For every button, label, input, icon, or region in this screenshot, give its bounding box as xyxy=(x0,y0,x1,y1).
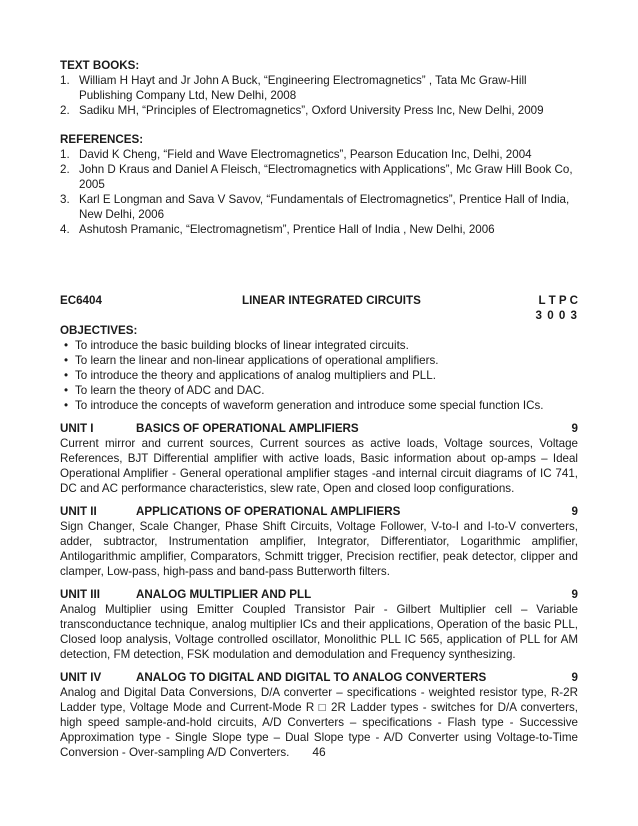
reference-item xyxy=(60,192,578,222)
unit-number: UNIT IV xyxy=(60,671,102,684)
objective-item xyxy=(60,368,578,383)
references-heading: REFERENCES: xyxy=(60,133,144,146)
unit-body: Current mirror and current sources, Current sources as active loads, Voltage sources, Voltage References, BJT Differential amplifier with active loads, Basic information about op-amps – Ideal Operational Amplifier - General operational amplifier stages -and internal circuit diagrams of IC 741, DC and AC performance characteristics, slew rate, Open and closed loop configurations. xyxy=(60,437,578,495)
ltpc-values: 3 0 0 3 xyxy=(535,309,578,322)
objective-text: To learn the linear and non-linear applications of operational amplifiers. xyxy=(75,354,439,367)
unit-body: Analog Multiplier using Emitter Coupled Transistor Pair - Gilbert Multiplier cell – Variable transconductance technique, analog multiplier ICs and their applications, Operation of the basic PLL, Closed loop analysis, Voltage controlled oscillator, Monolithic PLL IC 565, application of PLL for AM detection, FM detection, FSK modulation and demodulation and Frequency synthesizing. xyxy=(60,603,578,661)
unit-title: APPLICATIONS OF OPERATIONAL AMPLIFIERS xyxy=(136,505,401,518)
text-books-heading: TEXT BOOKS: xyxy=(60,59,140,72)
unit-2-section xyxy=(60,504,578,579)
text-book-item xyxy=(60,103,578,118)
unit-number: UNIT I xyxy=(60,422,94,435)
unit-title: ANALOG MULTIPLIER AND PLL xyxy=(136,588,312,601)
item-text: David K Cheng, “Field and Wave Electromagnetics”, Pearson Education Inc, Delhi, 2004 xyxy=(79,148,532,161)
course-code: EC6404 xyxy=(60,294,102,307)
unit-body: Sign Changer, Scale Changer, Phase Shift Circuits, Voltage Follower, V-to-I and I-to-V converters, adder, subtractor, Instrumentation amplifier, Integrator, Differentiator, Logarithmic amplifier, Antilogarithmic amplifier, Comparators, Schmitt trigger, Precision rectifier, peak detector, clipper and clamper, Low-pass, high-pass and band-pass Butterworth filters. xyxy=(60,520,578,578)
bullet-icon: • xyxy=(64,339,69,352)
unit-heading xyxy=(60,587,578,602)
reference-item xyxy=(60,162,578,192)
unit-body: Analog and Digital Data Conversions, D/A converter – specifications - weighted resistor type, R-2R Ladder type, Voltage Mode and Current-Mode R □ 2R Ladder types - switches for D/A converters, high speed sample-and-hold circuits, A/D Converters – specifications - Flash type - Successive Approximation type - Single Slope type – Dual Slope type - A/D Converter using Voltage-to-Time Conversion - Over-sampling A/D Converters. xyxy=(60,686,578,759)
unit-heading xyxy=(60,504,578,519)
course-header xyxy=(60,293,578,308)
objective-item xyxy=(60,338,578,353)
unit-hours: 9 xyxy=(571,505,578,518)
reference-item xyxy=(60,222,578,237)
item-text: Karl E Longman and Sava V Savov, “Fundamentals of Electromagnetics”, Prentice Hall of India, New Delhi, 2006 xyxy=(79,193,570,221)
references-section xyxy=(60,132,578,237)
document-page xyxy=(60,58,578,760)
objectives-list xyxy=(60,338,578,413)
item-number: 2. xyxy=(60,163,70,176)
ltpc-label: L T P C xyxy=(538,294,578,307)
bullet-icon: • xyxy=(64,369,69,382)
item-number: 1. xyxy=(60,74,70,87)
text-books-section xyxy=(60,58,578,118)
item-number: 1. xyxy=(60,148,70,161)
item-number: 2. xyxy=(60,104,70,117)
bullet-icon: • xyxy=(64,354,69,367)
text-book-item xyxy=(60,73,578,103)
unit-hours: 9 xyxy=(571,671,578,684)
objective-item xyxy=(60,353,578,368)
unit-heading xyxy=(60,421,578,436)
item-number: 4. xyxy=(60,223,70,236)
unit-heading xyxy=(60,670,578,685)
item-text: John D Kraus and Daniel A Fleisch, “Electromagnetics with Applications”, Mc Graw Hill Book Co, 2005 xyxy=(79,163,573,191)
unit-number: UNIT III xyxy=(60,588,100,601)
text-books-list xyxy=(60,73,578,118)
unit-title: BASICS OF OPERATIONAL AMPLIFIERS xyxy=(136,422,359,435)
unit-1-section xyxy=(60,421,578,496)
unit-hours: 9 xyxy=(571,588,578,601)
objective-item xyxy=(60,383,578,398)
objective-item xyxy=(60,398,578,413)
unit-number: UNIT II xyxy=(60,505,97,518)
item-text: Sadiku MH, “Principles of Electromagnetics”, Oxford University Press Inc, New Delhi, 2009 xyxy=(79,104,544,117)
objective-text: To introduce the concepts of waveform generation and introduce some special function ICs. xyxy=(75,399,544,412)
references-list xyxy=(60,147,578,237)
item-number: 3. xyxy=(60,193,70,206)
course-title: LINEAR INTEGRATED CIRCUITS xyxy=(242,294,421,307)
reference-item xyxy=(60,147,578,162)
objectives-heading: OBJECTIVES: xyxy=(60,324,138,337)
bullet-icon: • xyxy=(64,399,69,412)
unit-3-section xyxy=(60,587,578,662)
unit-title: ANALOG TO DIGITAL AND DIGITAL TO ANALOG CONVERTERS xyxy=(136,671,487,684)
objective-text: To learn the theory of ADC and DAC. xyxy=(75,384,265,397)
objectives-section xyxy=(60,323,578,413)
bullet-icon: • xyxy=(64,384,69,397)
item-text: William H Hayt and Jr John A Buck, “Engineering Electromagnetics” , Tata Mc Graw-Hill Publishing Company Ltd, New Delhi, 2008 xyxy=(79,74,527,102)
objective-text: To introduce the basic building blocks of linear integrated circuits. xyxy=(75,339,409,352)
page-number: 46 xyxy=(312,745,326,759)
unit-hours: 9 xyxy=(571,422,578,435)
objective-text: To introduce the theory and applications of analog multipliers and PLL. xyxy=(75,369,436,382)
item-text: Ashutosh Pramanic, “Electromagnetism”, Prentice Hall of India , New Delhi, 2006 xyxy=(79,223,495,236)
